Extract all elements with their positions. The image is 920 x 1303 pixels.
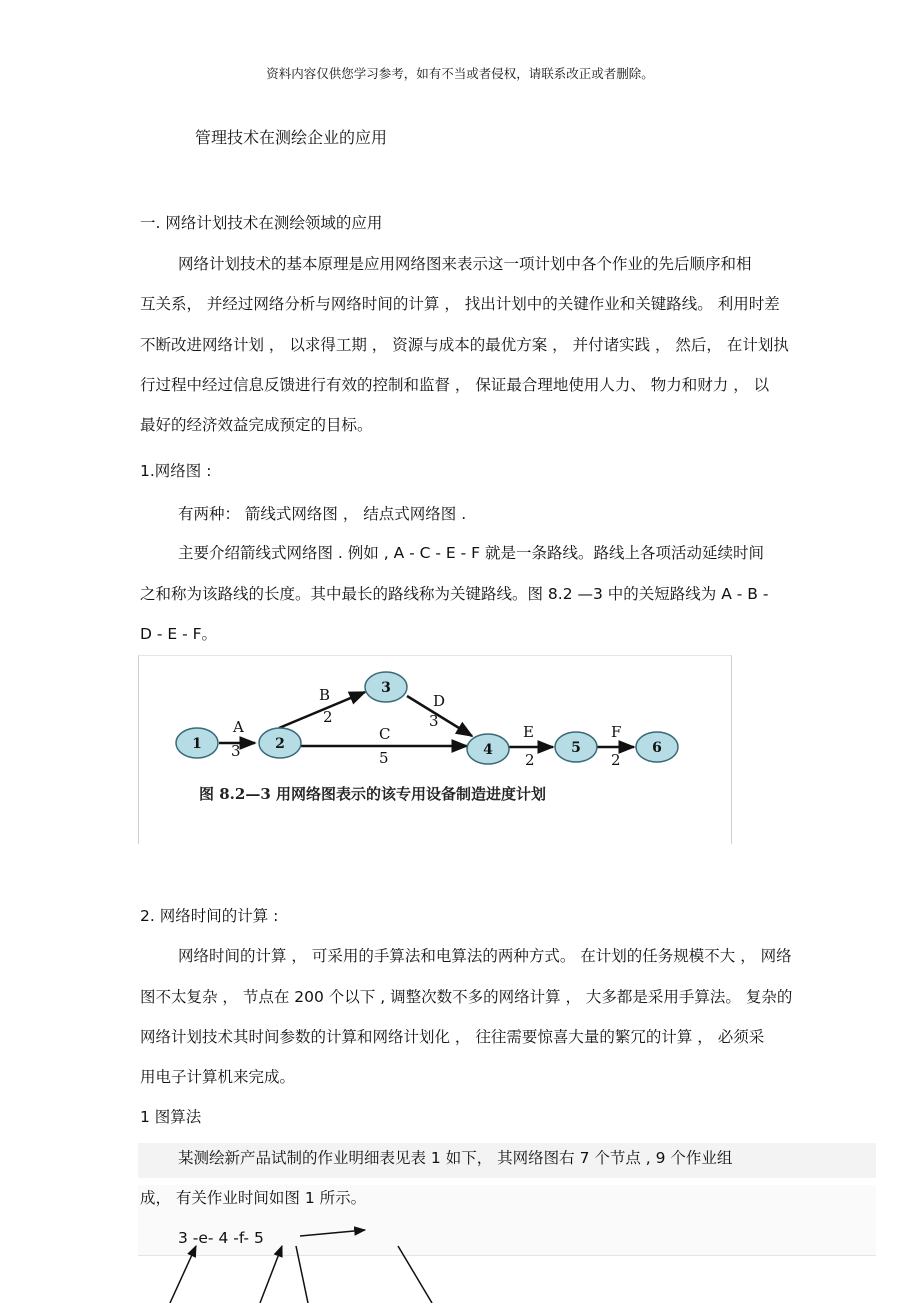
- p2: 有两种： 箭线式网络图 ， 结点式网络图 .: [178, 505, 467, 523]
- p4-line-4: 用电子计算机来完成。: [140, 1068, 296, 1086]
- p3-line-3: D - E - F。: [140, 625, 218, 643]
- node-3-label: 3: [381, 680, 391, 696]
- section1-heading: 一. 网络计划技术在测绘领域的应用: [140, 214, 383, 232]
- sub3-heading: 1 图算法: [140, 1108, 202, 1126]
- edge-d-duration: 3: [429, 712, 439, 730]
- p1-line-5: 最好的经济效益完成预定的目标。: [140, 416, 373, 434]
- edge-f-name: F: [611, 723, 622, 741]
- edge-c-name: C: [379, 725, 391, 743]
- p1-line-3: 不断改进网络计划 ， 以求得工期 ， 资源与成本的最优方案 ， 并付诸实践 ， 然后， 在计划执: [140, 336, 789, 354]
- edge-b-name: B: [319, 686, 331, 704]
- network-diagram-svg: [139, 656, 731, 844]
- node-1-label: 1: [192, 736, 202, 752]
- p4-line-1: 网络时间的计算 ， 可采用的手算法和电算法的两种方式。 在计划的任务规模不大 ， 网络: [178, 947, 792, 965]
- node-2-label: 2: [275, 736, 285, 752]
- edge-b-duration: 2: [323, 708, 333, 726]
- disclaimer-header: 资料内容仅供您学习参考，如有不当或者侵权，请联系改正或者删除。: [266, 66, 654, 81]
- p5-line-1: 某测绘新产品试制的作业明细表见表 1 如下， 其网络图右 7 个节点 , 9 个作业组: [178, 1149, 733, 1167]
- edge-f-duration: 2: [611, 751, 621, 769]
- page-title: 管理技术在测绘企业的应用: [195, 128, 388, 147]
- p1-line-2: 互关系， 并经过网络分析与网络时间的计算 ， 找出计划中的关键作业和关键路线。 利用时差: [140, 295, 780, 313]
- node-5-label: 5: [571, 740, 581, 756]
- p4-line-3: 网络计划技术其时间参数的计算和网络计划化 ， 往往需要惊喜大量的繁冗的计算 ， 必须采: [140, 1028, 765, 1046]
- figure-caption: 图 8.2—3 用网络图表示的该专用设备制造进度计划: [199, 785, 546, 803]
- partial-arrow-right: [300, 1230, 365, 1236]
- p1-line-4: 行过程中经过信息反馈进行有效的控制和监督 ， 保证最合理地使用人力、 物力和财力 ， 以: [140, 376, 770, 394]
- edge-c-duration: 5: [379, 749, 389, 767]
- partial-arrow-up-left: [170, 1246, 196, 1303]
- p5-line-2: 成， 有关作业时间如图 1 所示。: [140, 1189, 367, 1207]
- edge-e-duration: 2: [525, 751, 535, 769]
- p3-line-1: 主要介绍箭线式网络图 . 例如 , A - C - E - F 就是一条路线。路线上各项活动延续时间: [178, 544, 764, 562]
- edge-d-name: D: [433, 692, 446, 710]
- edge-e-name: E: [523, 723, 534, 741]
- network-figure: [138, 655, 732, 844]
- p1-line-1: 网络计划技术的基本原理是应用网络图来表示这一项计划中各个作业的先后顺序和相: [178, 255, 752, 273]
- partial-line-down-right: [398, 1246, 432, 1303]
- edge-a-duration: 3: [231, 742, 241, 760]
- node-4-label: 4: [483, 742, 493, 758]
- edge-a-name: A: [233, 718, 244, 736]
- sub2-heading: 2. 网络时间的计算 :: [140, 907, 279, 925]
- partial-arrow-up-mid: [260, 1246, 282, 1303]
- partial-diagram-arrows: [140, 1220, 460, 1303]
- node-6-label: 6: [652, 740, 662, 756]
- partial-line-down-mid: [296, 1246, 308, 1303]
- partial-diagram-text: 3 -e- 4 -f- 5: [178, 1229, 264, 1247]
- sub1-heading: 1.网络图 :: [140, 462, 212, 480]
- p3-line-2: 之和称为该路线的长度。其中最长的路线称为关键路线。图 8.2 —3 中的关短路线为 A - B -: [140, 585, 769, 603]
- p4-line-2: 图不太复杂 ， 节点在 200 个以下 , 调整次数不多的网络计算 ， 大多都是采用手算法。 复杂的: [140, 988, 793, 1006]
